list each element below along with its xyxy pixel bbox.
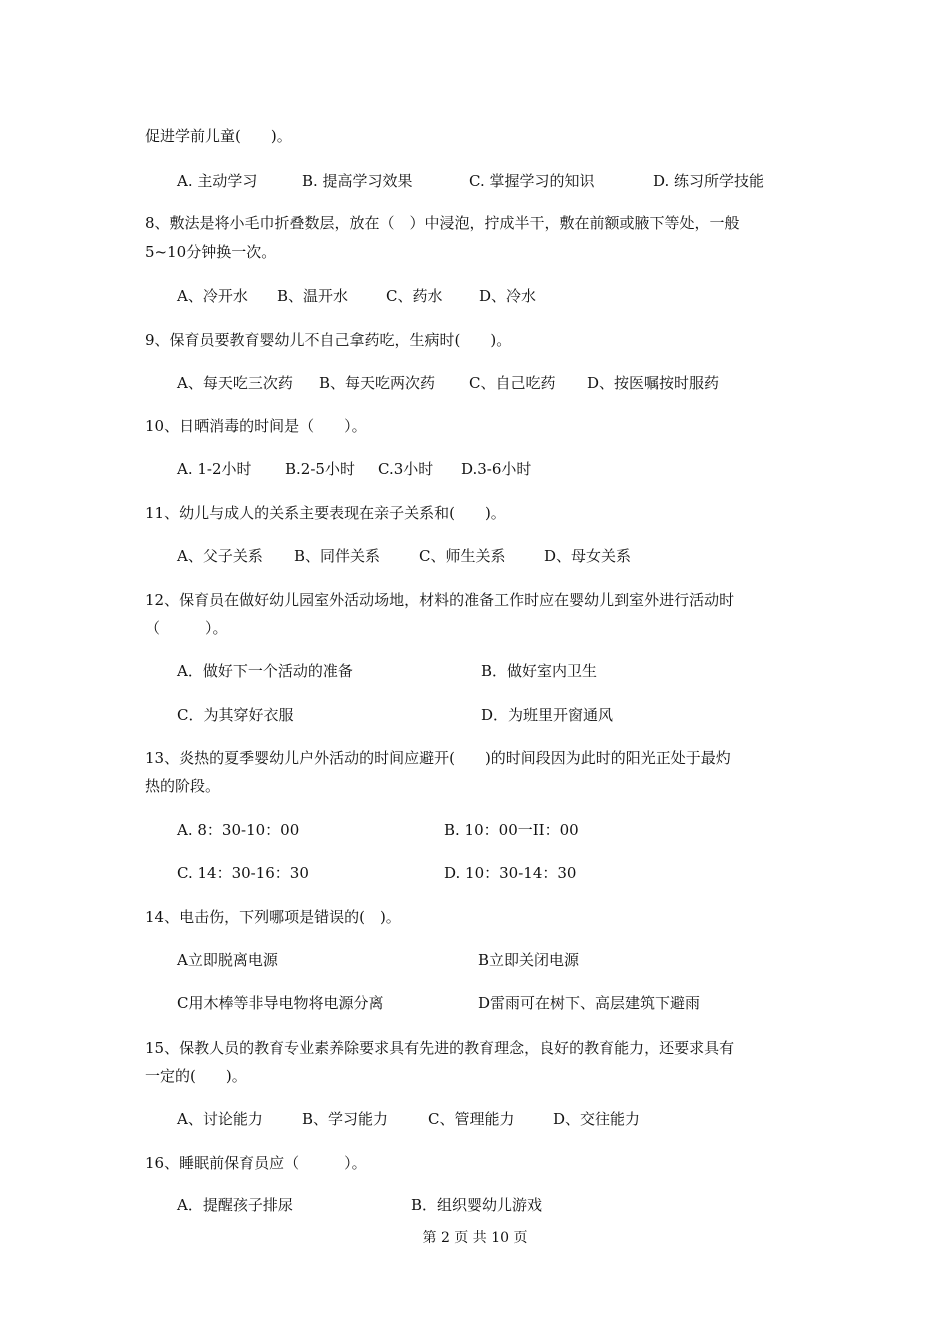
q11-option-b: B、同伴关系 <box>294 547 381 565</box>
q16-option-a: A．提醒孩子排尿 <box>177 1196 293 1214</box>
page-footer: 第 2 页 共 10 页 <box>422 1230 528 1246</box>
q7-option-a: A. 主动学习 <box>177 172 258 190</box>
q13-option-c: C. 14：30-16：30 <box>177 864 309 882</box>
q8-option-c: C、药水 <box>386 287 443 305</box>
q15-option-b: B、学习能力 <box>302 1110 389 1128</box>
q12-line2: （ ）。 <box>145 619 228 637</box>
q10-option-c: C.3小时 <box>378 460 434 478</box>
q14-text: 14、电击伤，下列哪项是错误的( )。 <box>145 908 401 926</box>
q13-option-a: A. 8：30-10：00 <box>177 821 300 839</box>
q8-line1: 8、敷法是将小毛巾折叠数层，放在（ ）中浸泡，拧成半干，敷在前额或腋下等处，一般 <box>145 214 740 232</box>
q15-line1: 15、保教人员的教育专业素养除要求具有先进的教育理念，良好的教育能力，还要求具有 <box>145 1039 735 1057</box>
q12-line1: 12、保育员在做好幼儿园室外活动场地，材料的准备工作时应在婴幼儿到室外进行活动时 <box>145 591 735 609</box>
q16-option-b: B．组织婴幼儿游戏 <box>411 1196 543 1214</box>
q13-option-b: B. 10：00一II：00 <box>444 821 579 839</box>
q7-option-d: D. 练习所学技能 <box>653 172 765 190</box>
q8-option-d: D、冷水 <box>479 287 537 305</box>
q7-option-b: B. 提高学习效果 <box>302 172 413 190</box>
q15-option-d: D、交往能力 <box>553 1110 641 1128</box>
q10-option-b: B.2-5小时 <box>285 460 355 478</box>
q12-option-a: A．做好下一个活动的准备 <box>177 662 353 680</box>
q9-option-c: C、自己吃药 <box>469 374 556 392</box>
q14-option-d: D雷雨可在树下、高层建筑下避雨 <box>478 994 701 1012</box>
q10-text: 10、日晒消毒的时间是（ ）。 <box>145 417 367 435</box>
q9-option-b: B、每天吃两次药 <box>319 374 436 392</box>
q8-option-a: A、冷开水 <box>177 287 248 305</box>
q11-option-c: C、师生关系 <box>419 547 506 565</box>
q7-option-c: C. 掌握学习的知识 <box>469 172 595 190</box>
q11-text: 11、幼儿与成人的关系主要表现在亲子关系和( )。 <box>145 504 506 522</box>
q7-tail: 促进学前儿童( )。 <box>145 127 292 145</box>
q15-option-a: A、讨论能力 <box>177 1110 263 1128</box>
q15-line2: 一定的( )。 <box>145 1067 247 1085</box>
q13-line1: 13、炎热的夏季婴幼儿户外活动的时间应避开( )的时间段因为此时的阳光正处于最灼 <box>145 749 731 767</box>
q13-line2: 热的阶段。 <box>145 777 221 795</box>
q14-option-b: B立即关闭电源 <box>478 951 580 969</box>
q9-text: 9、保育员要教育婴幼儿不自己拿药吃，生病时( )。 <box>145 331 512 349</box>
q16-text: 16、睡眠前保育员应（ ）。 <box>145 1154 367 1172</box>
q9-option-d: D、按医嘱按时服药 <box>587 374 720 392</box>
q10-option-d: D.3-6小时 <box>461 460 532 478</box>
q11-option-d: D、母女关系 <box>544 547 632 565</box>
q15-option-c: C、管理能力 <box>428 1110 515 1128</box>
q14-option-a: A立即脱离电源 <box>177 951 278 969</box>
q12-option-c: C．为其穿好衣服 <box>177 706 294 724</box>
q12-option-b: B．做好室内卫生 <box>481 662 598 680</box>
q13-option-d: D. 10：30-14：30 <box>444 864 577 882</box>
q9-option-a: A、每天吃三次药 <box>177 374 293 392</box>
q10-option-a: A. 1-2小时 <box>177 460 252 478</box>
q14-option-c: C用木棒等非导电物将电源分离 <box>177 994 384 1012</box>
q11-option-a: A、父子关系 <box>177 547 263 565</box>
q8-line2: 5~10分钟换一次。 <box>145 243 277 261</box>
q8-option-b: B、温开水 <box>277 287 349 305</box>
q12-option-d: D．为班里开窗通风 <box>481 706 614 724</box>
